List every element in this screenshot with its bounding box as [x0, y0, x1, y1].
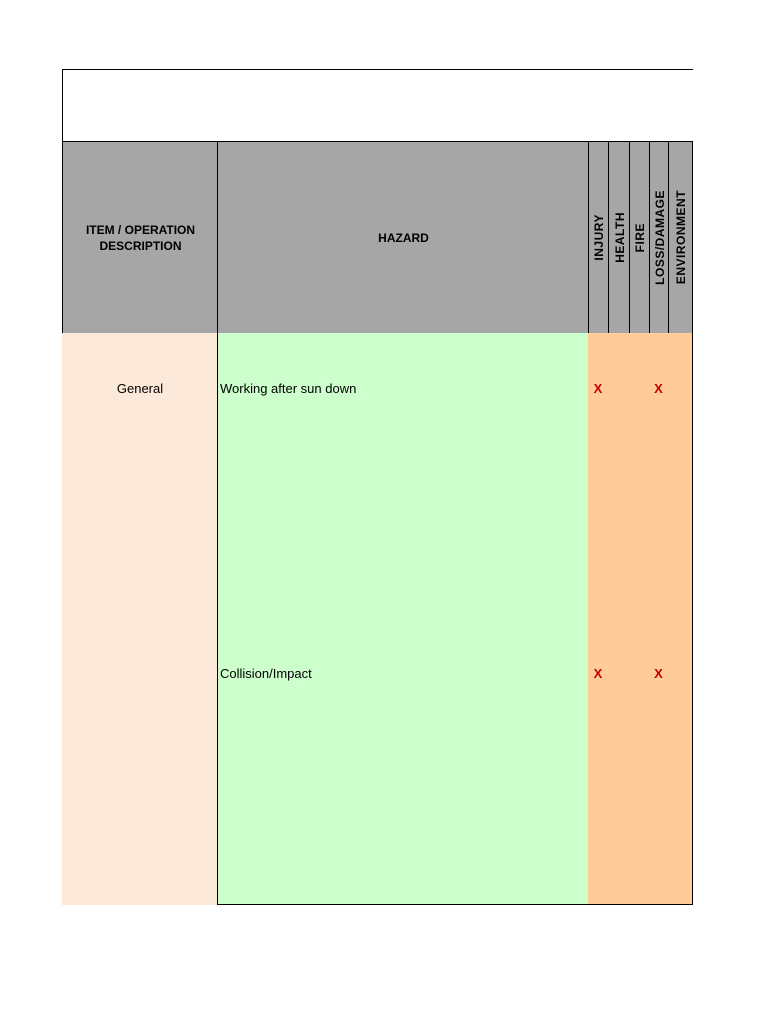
row1-hazard-cell — [217, 333, 589, 444]
row2-injury-mark: X — [593, 666, 603, 681]
row1-injury-mark: X — [593, 380, 603, 396]
header-hazard-label: HAZARD — [378, 230, 429, 245]
row2-hazard-label: Collision/Impact — [220, 666, 312, 681]
row2-loss-damage-mark: X — [654, 666, 663, 681]
row1-injury-cell — [588, 333, 609, 444]
header-hazard — [217, 141, 589, 334]
row1-loss-damage-cell — [649, 333, 669, 444]
header-health-label: HEALTH — [612, 212, 627, 263]
row2-hazard-cell — [217, 443, 589, 905]
header-fire-label: FIRE — [633, 222, 647, 253]
header-item-operation-description — [62, 141, 218, 334]
table-title-row — [62, 69, 693, 142]
row1-environment-cell — [668, 333, 693, 444]
row1-item-label: General — [116, 381, 164, 396]
row2-loss-damage-cell — [649, 443, 669, 905]
row2-injury-cell — [588, 443, 609, 905]
row2-item-cell — [62, 443, 218, 905]
header-item-label: ITEM / OPERATION DESCRIPTION — [85, 222, 196, 253]
row1-health-cell — [608, 333, 630, 444]
row2-environment-cell — [668, 443, 693, 905]
row2-fire-cell — [629, 443, 650, 905]
header-injury-label: INJURY — [592, 214, 606, 261]
header-environment-label: ENVIRONMENT — [673, 190, 688, 285]
row1-hazard-label: Working after sun down — [220, 380, 357, 396]
header-loss-damage-label: LOSS/DAMAGE — [652, 190, 667, 285]
header-health — [608, 141, 630, 334]
header-environment — [668, 141, 693, 334]
row2-health-cell — [608, 443, 630, 905]
header-fire — [629, 141, 650, 334]
header-injury — [588, 141, 609, 334]
row1-fire-cell — [629, 333, 650, 444]
header-loss-damage — [649, 141, 669, 334]
row1-loss-damage-mark: X — [654, 380, 663, 396]
row1-item-cell — [62, 333, 218, 444]
